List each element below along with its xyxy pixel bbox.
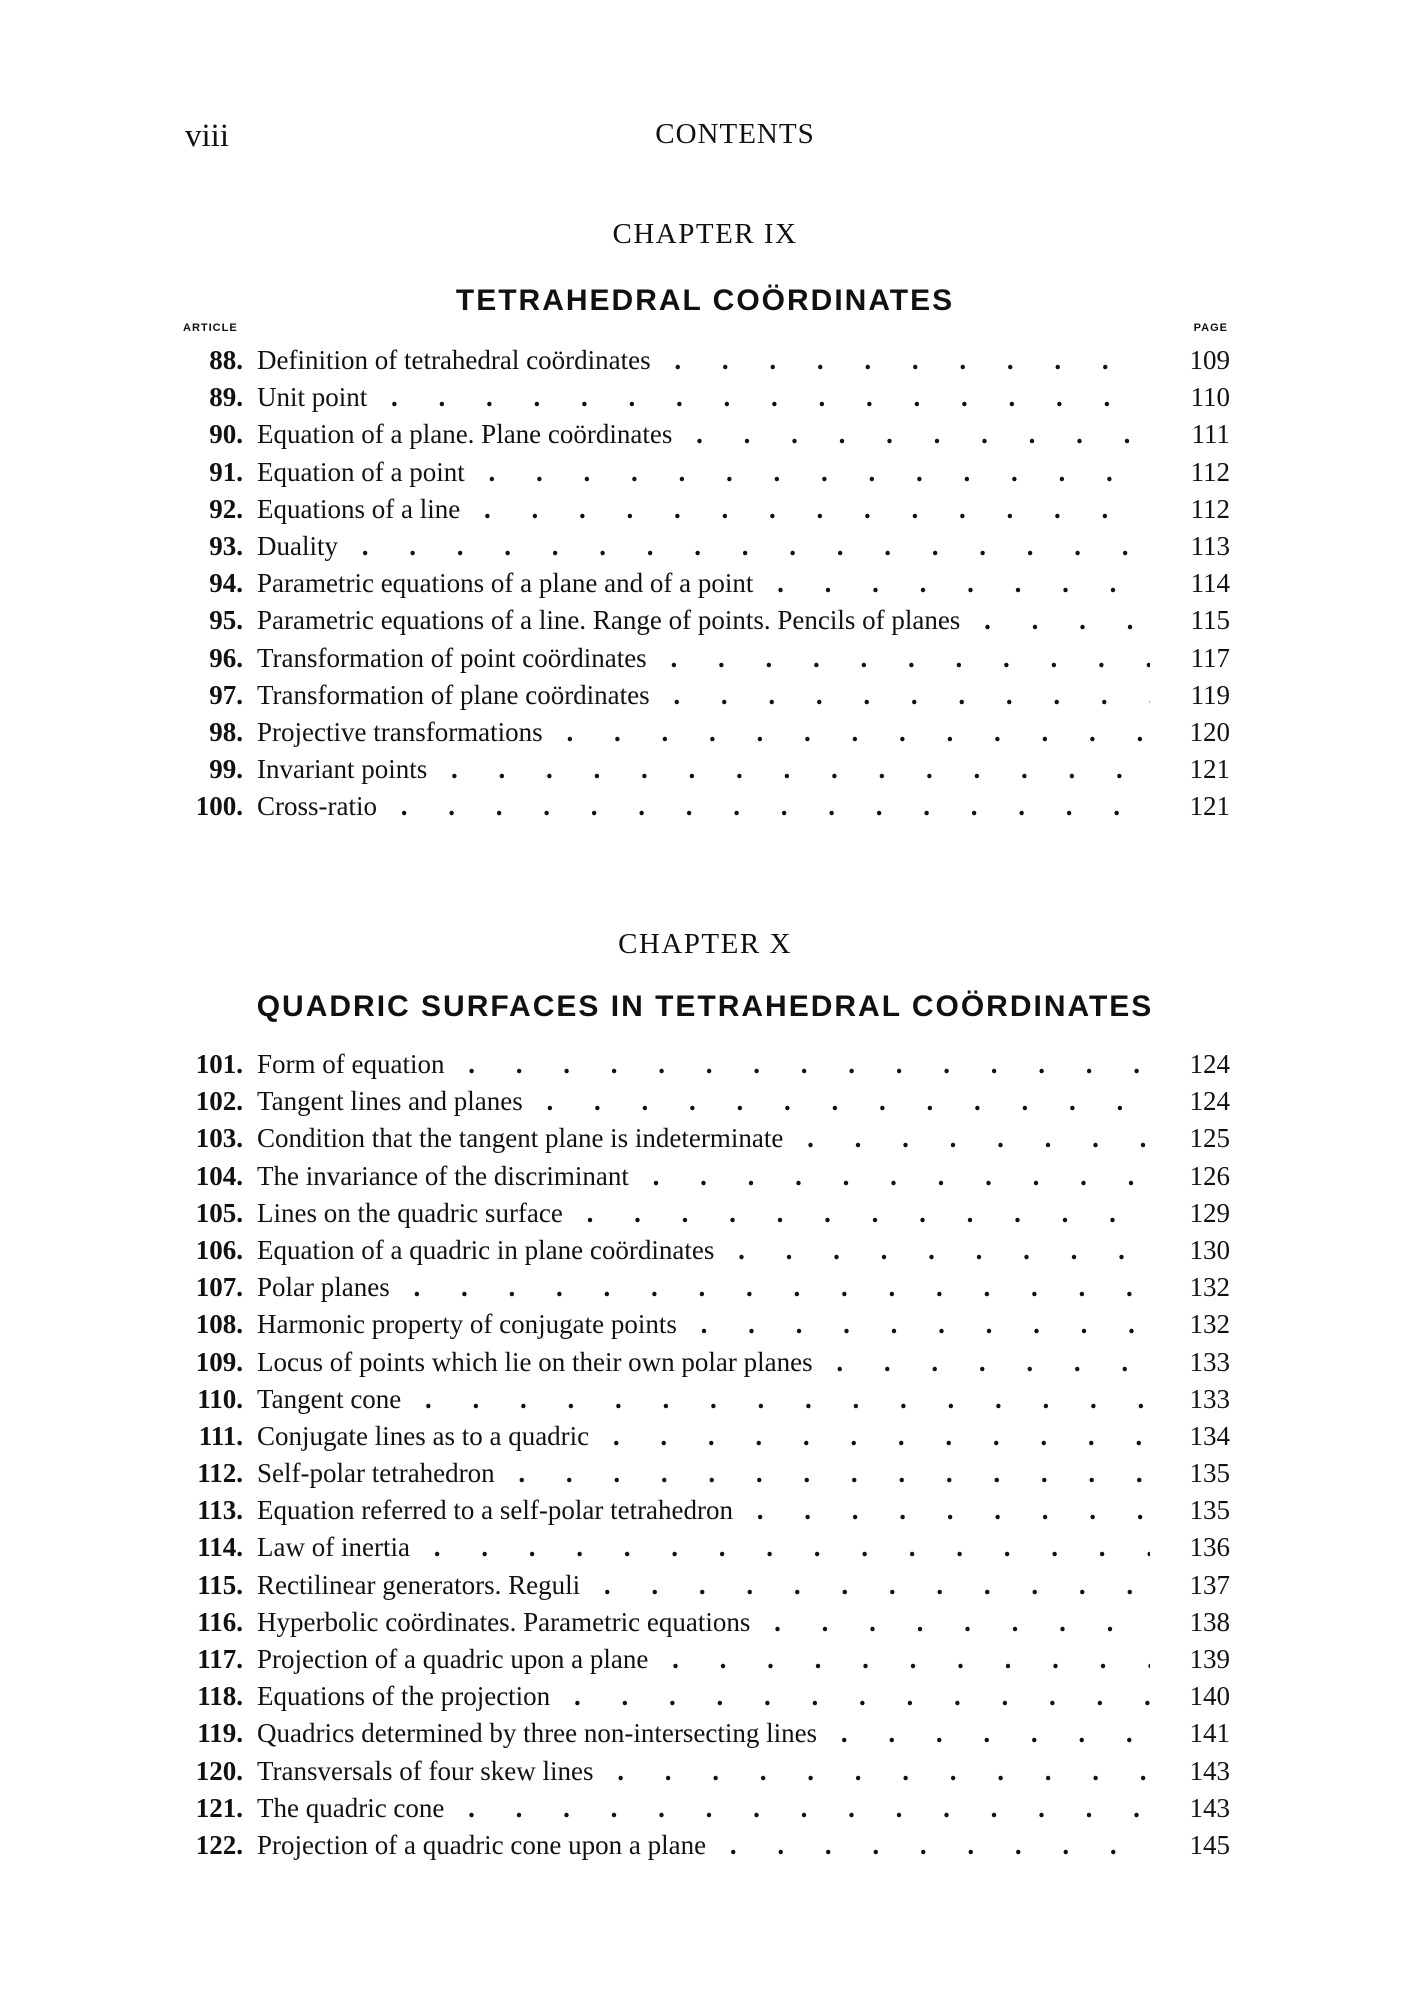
page-number: 138 <box>1189 1606 1230 1637</box>
toc-entry <box>175 1529 1230 1566</box>
toc-entry <box>175 1753 1230 1790</box>
page-number: 121 <box>1189 754 1230 785</box>
page-number: 126 <box>1189 1160 1230 1191</box>
article-number: 92. <box>209 493 243 524</box>
page-number: 125 <box>1189 1123 1230 1154</box>
page-number: 143 <box>1189 1755 1230 1786</box>
toc-entry <box>175 379 1230 416</box>
page-number: 136 <box>1189 1532 1230 1563</box>
toc-entry <box>175 1344 1230 1381</box>
article-number: 109. <box>195 1346 243 1377</box>
article-number: 88. <box>209 345 243 375</box>
entry-title: Equation of a quadric in plane coördinates . . . <box>257 1232 1150 1269</box>
page-number: 140 <box>1189 1681 1230 1712</box>
page-number: 112 <box>1190 493 1230 524</box>
toc-entry <box>175 1158 1230 1195</box>
toc-entry <box>175 788 1230 825</box>
entry-title: Duality . . . <box>257 528 1150 565</box>
column-headings <box>183 322 1228 340</box>
page-column-heading: PAGE <box>1193 322 1228 334</box>
toc-entry <box>175 714 1230 751</box>
entry-title: Invariant points . . . <box>257 751 1150 788</box>
toc-entry <box>175 1604 1230 1641</box>
page-number: 115 <box>1190 605 1230 636</box>
article-number: 103. <box>195 1123 243 1154</box>
chapter-title: QUADRIC SURFACES IN TETRAHEDRAL COÖRDINATES <box>256 990 1154 1023</box>
page-number: 112 <box>1190 456 1230 487</box>
toc-entry <box>175 602 1230 639</box>
article-number: 110. <box>197 1383 243 1414</box>
article-number: 107. <box>195 1272 243 1303</box>
entry-title: Polar planes . . . <box>257 1269 1150 1306</box>
toc-entry <box>175 1492 1230 1529</box>
toc-entry <box>175 1232 1230 1269</box>
entry-title: Self-polar tetrahedron . . . <box>257 1455 1150 1492</box>
chapter-title: TETRAHEDRAL COÖRDINATES <box>455 284 955 317</box>
article-number: 106. <box>195 1234 243 1265</box>
page-folio: viii <box>185 118 230 154</box>
entry-title: Parametric equations of a line. Range of points. Pencils of planes . . . <box>257 602 1150 639</box>
toc-entry <box>175 1046 1230 1083</box>
toc-entry <box>175 751 1230 788</box>
toc-entry <box>175 1678 1230 1715</box>
page-number: 133 <box>1189 1346 1230 1377</box>
entry-title: Transformation of plane coördinates . . . <box>257 677 1150 714</box>
toc-entry <box>175 565 1230 602</box>
article-number: 98. <box>209 716 243 747</box>
toc-entry <box>175 528 1230 565</box>
entry-title: Transformation of point coördinates . . . <box>257 640 1150 677</box>
page-number: 114 <box>1190 568 1230 599</box>
toc-entry <box>175 454 1230 491</box>
article-number: 122. <box>195 1829 243 1860</box>
page-number: 132 <box>1189 1309 1230 1340</box>
entry-title: Equations of the projection . . . <box>257 1678 1150 1715</box>
entry-title: Law of inertia . . . <box>257 1529 1150 1566</box>
entry-title: Hyperbolic coördinates. Parametric equations . . . <box>257 1604 1150 1641</box>
entry-title: Parametric equations of a plane and of a point . . . <box>257 565 1150 602</box>
page-number: 109 <box>1189 345 1230 375</box>
toc-entry <box>175 1567 1230 1604</box>
page-number: 135 <box>1189 1495 1230 1526</box>
article-number: 115. <box>197 1569 243 1600</box>
page-number: 145 <box>1189 1829 1230 1860</box>
article-number: 119. <box>197 1718 243 1749</box>
page-number: 134 <box>1189 1420 1230 1451</box>
article-number: 90. <box>209 419 243 450</box>
page-header <box>185 118 1225 164</box>
entry-title: Equation of a point . . . <box>257 454 1150 491</box>
entry-title: Equations of a line . . . <box>257 491 1150 528</box>
chapter-heading: CHAPTER IX <box>612 218 798 250</box>
chapter-heading: CHAPTER X <box>618 928 792 960</box>
entry-title: Equation of a plane. Plane coördinates . . . <box>257 416 1150 453</box>
page-number: 135 <box>1189 1458 1230 1489</box>
page-number: 110 <box>1190 382 1230 413</box>
toc-entry <box>175 677 1230 714</box>
page-number: 141 <box>1189 1718 1230 1749</box>
article-number: 97. <box>209 679 243 710</box>
toc-entry <box>175 1827 1230 1864</box>
article-number: 96. <box>209 642 243 673</box>
toc-entry <box>175 1715 1230 1752</box>
article-number: 112. <box>197 1458 243 1489</box>
toc-entry <box>175 1455 1230 1492</box>
article-number: 118. <box>197 1681 243 1712</box>
entry-title: Locus of points which lie on their own polar planes . . . <box>257 1344 1150 1381</box>
article-number: 111. <box>198 1420 243 1451</box>
toc-entry <box>175 1120 1230 1157</box>
entry-title: Lines on the quadric surface . . . <box>257 1195 1150 1232</box>
entry-title: Unit point . . . <box>257 379 1150 416</box>
article-number: 117. <box>197 1644 243 1674</box>
page-number: 139 <box>1189 1644 1230 1674</box>
entry-title: Equation referred to a self-polar tetrahedron . . . <box>257 1492 1150 1529</box>
article-number: 105. <box>195 1197 243 1228</box>
toc-entry <box>175 1083 1230 1120</box>
toc-entry <box>175 1790 1230 1827</box>
page-number: 119 <box>1190 679 1230 710</box>
toc-entry <box>175 1306 1230 1343</box>
toc-entry <box>175 1195 1230 1232</box>
page-number: 124 <box>1189 1049 1230 1079</box>
article-number: 99. <box>209 754 243 785</box>
article-number: 114. <box>197 1532 243 1563</box>
article-number: 116. <box>197 1606 243 1637</box>
article-number: 102. <box>195 1086 243 1117</box>
page-number: 113 <box>1190 530 1230 561</box>
article-number: 108. <box>195 1309 243 1340</box>
entry-title: Rectilinear generators. Reguli . . . <box>257 1567 1150 1604</box>
article-number: 101. <box>195 1049 243 1079</box>
toc-entry <box>175 491 1230 528</box>
entry-title: Form of equation . . . <box>257 1046 1150 1083</box>
entry-title: Tangent cone . . . <box>257 1381 1150 1418</box>
page-number: 129 <box>1189 1197 1230 1228</box>
page-number: 132 <box>1189 1272 1230 1303</box>
page-number: 121 <box>1189 791 1230 822</box>
article-number: 91. <box>209 456 243 487</box>
article-number: 95. <box>209 605 243 636</box>
entry-title: Conjugate lines as to a quadric . . . <box>257 1418 1150 1455</box>
entry-title: Quadrics determined by three non-intersecting lines . . . <box>257 1715 1150 1752</box>
entry-title: Projection of a quadric upon a plane . . . <box>257 1641 1150 1678</box>
article-number: 104. <box>195 1160 243 1191</box>
entry-title: Projection of a quadric cone upon a plane . . . <box>257 1827 1150 1864</box>
entry-title: Definition of tetrahedral coördinates . . . <box>257 342 1150 379</box>
entry-title: Cross-ratio . . . <box>257 788 1150 825</box>
page-number: 117 <box>1190 642 1230 673</box>
entry-title: The quadric cone . . . <box>257 1790 1150 1827</box>
article-column-heading: ARTICLE <box>183 322 238 334</box>
page-number: 143 <box>1189 1792 1230 1823</box>
page-number: 120 <box>1189 716 1230 747</box>
page-number: 133 <box>1189 1383 1230 1414</box>
toc-list <box>175 1046 1230 1864</box>
page-number: 130 <box>1189 1234 1230 1265</box>
article-number: 121. <box>195 1792 243 1823</box>
article-number: 89. <box>209 382 243 413</box>
toc-entry <box>175 1381 1230 1418</box>
entry-title: Transversals of four skew lines . . . <box>257 1753 1150 1790</box>
article-number: 94. <box>209 568 243 599</box>
entry-title: Condition that the tangent plane is indeterminate . . . <box>257 1120 1150 1157</box>
page-number: 124 <box>1189 1086 1230 1117</box>
toc-list <box>175 342 1230 825</box>
toc-entry <box>175 1641 1230 1678</box>
toc-entry <box>175 1418 1230 1455</box>
toc-entry <box>175 1269 1230 1306</box>
entry-title: Harmonic property of conjugate points . . . <box>257 1306 1150 1343</box>
toc-entry <box>175 640 1230 677</box>
toc-entry <box>175 342 1230 379</box>
page-number: 111 <box>1191 419 1230 450</box>
entry-title: The invariance of the discriminant . . . <box>257 1158 1150 1195</box>
article-number: 100. <box>195 791 243 822</box>
running-head: CONTENTS <box>655 118 815 150</box>
article-number: 113. <box>197 1495 243 1526</box>
entry-title: Tangent lines and planes . . . <box>257 1083 1150 1120</box>
entry-title: Projective transformations . . . <box>257 714 1150 751</box>
page-number: 137 <box>1189 1569 1230 1600</box>
article-number: 120. <box>195 1755 243 1786</box>
article-number: 93. <box>209 530 243 561</box>
toc-entry <box>175 416 1230 453</box>
